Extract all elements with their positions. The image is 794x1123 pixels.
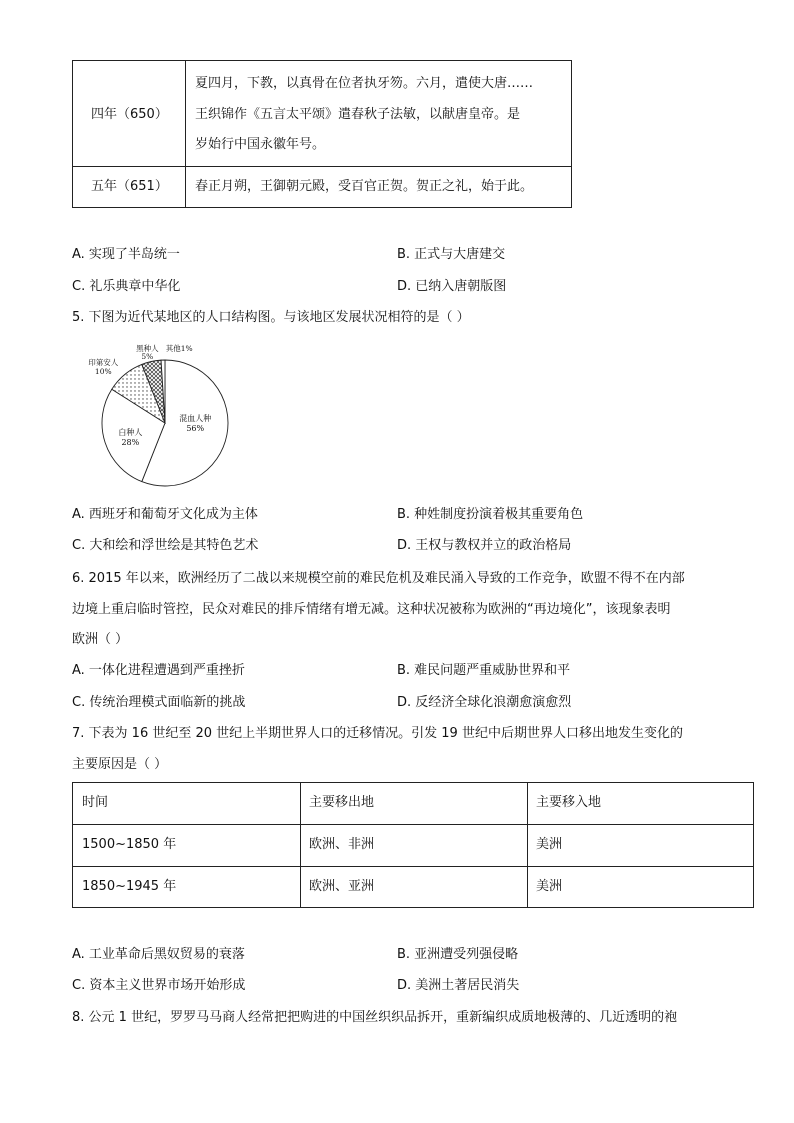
question-stem: 5. 下图为近代某地区的人口结构图。与该地区发展状况相符的是（ ） xyxy=(72,310,470,325)
option-a[interactable]: A. 工业革命后黑奴贸易的衰落 xyxy=(72,947,245,962)
option-d[interactable]: D. 反经济全球化浪潮愈演愈烈 xyxy=(397,695,572,710)
option-b[interactable]: B. 种姓制度扮演着极其重要角色 xyxy=(397,507,584,522)
table-divider xyxy=(185,61,186,207)
table-cell-text: 王织锦作《五言太平颂》遣春秋子法敏，以献唐皇帝。是 xyxy=(195,107,521,122)
option-c[interactable]: C. 传统治理模式面临新的挑战 xyxy=(72,695,246,710)
option-b[interactable]: B. 亚洲遭受列强侵略 xyxy=(397,947,519,962)
pie-label: 印第安人 xyxy=(88,358,119,367)
pie-label: 混血人种 xyxy=(179,414,212,423)
table-divider xyxy=(73,824,753,825)
population-pie-chart xyxy=(70,338,240,508)
history-record-table xyxy=(72,60,572,208)
option-d[interactable]: D. 王权与教权并立的政治格局 xyxy=(397,538,572,553)
option-d[interactable]: D. 美洲土著居民消失 xyxy=(397,978,520,993)
table-divider xyxy=(300,783,301,907)
migration-table xyxy=(72,782,754,908)
table-cell-year: 四年（650） xyxy=(91,107,168,122)
question-stem: 7. 下表为 16 世纪至 20 世纪上半期世界人口的迁移情况。引发 19 世纪中后期世界人口移出地发生变化的 xyxy=(72,726,683,741)
pie-label: 10% xyxy=(94,367,112,376)
table-cell-text: 夏四月，下教，以真骨在位者执牙笏。六月，遣使大唐…… xyxy=(195,76,534,91)
pie-label: 28% xyxy=(121,438,140,447)
option-a[interactable]: A. 西班牙和葡萄牙文化成为主体 xyxy=(72,507,258,522)
option-c[interactable]: C. 大和绘和浮世绘是其特色艺术 xyxy=(72,538,259,553)
question-stem: 8. 公元 1 世纪，罗罗马马商人经常把把购进的中国丝织织品拆开，重新编织成质地极薄的、几近透明的袍 xyxy=(72,1010,678,1025)
table-cell: 1500~1850 年 xyxy=(82,837,177,852)
option-c[interactable]: C. 资本主义世界市场开始形成 xyxy=(72,978,246,993)
pie-label: 黑种人 xyxy=(136,344,159,353)
option-a[interactable]: A. 实现了半岛统一 xyxy=(72,247,180,262)
pie-label: 5% xyxy=(141,352,154,361)
option-c[interactable]: C. 礼乐典章中华化 xyxy=(72,279,181,294)
option-b[interactable]: B. 正式与大唐建交 xyxy=(397,247,506,262)
option-a[interactable]: A. 一体化进程遭遇到严重挫折 xyxy=(72,663,245,678)
pie-label: 56% xyxy=(186,424,205,433)
table-cell: 美洲 xyxy=(536,879,563,894)
table-header: 主要移出地 xyxy=(309,795,375,810)
question-stem: 边境上重启临时管控，民众对难民的排斥情绪有增无减。这种状况被称为欧洲的“再边境化”，该现象表明 xyxy=(72,602,671,617)
table-divider xyxy=(73,166,571,167)
table-cell: 欧洲、非洲 xyxy=(309,837,375,852)
pie-label: 其他1% xyxy=(165,344,193,353)
table-cell: 美洲 xyxy=(536,837,563,852)
table-cell-text: 春正月朔，王御朝元殿，受百官正贺。贺正之礼，始于此。 xyxy=(195,179,534,194)
option-d[interactable]: D. 已纳入唐朝版图 xyxy=(397,279,507,294)
table-header: 主要移入地 xyxy=(536,795,602,810)
table-cell-year: 五年（651） xyxy=(91,179,168,194)
table-cell: 1850~1945 年 xyxy=(82,879,177,894)
question-stem: 6. 2015 年以来，欧洲经历了二战以来规模空前的难民危机及难民涌入导致的工作竞争，欧盟不得不在内部 xyxy=(72,571,685,586)
question-stem: 欧洲（ ） xyxy=(72,632,129,647)
question-stem: 主要原因是（ ） xyxy=(72,757,168,772)
pie-label: 白种人 xyxy=(118,428,143,437)
option-b[interactable]: B. 难民问题严重威胁世界和平 xyxy=(397,663,571,678)
table-header: 时间 xyxy=(82,795,109,810)
table-cell: 欧洲、亚洲 xyxy=(309,879,375,894)
table-divider xyxy=(527,783,528,907)
table-cell-text: 岁始行中国永徽年号。 xyxy=(195,137,326,152)
table-divider xyxy=(73,866,753,867)
